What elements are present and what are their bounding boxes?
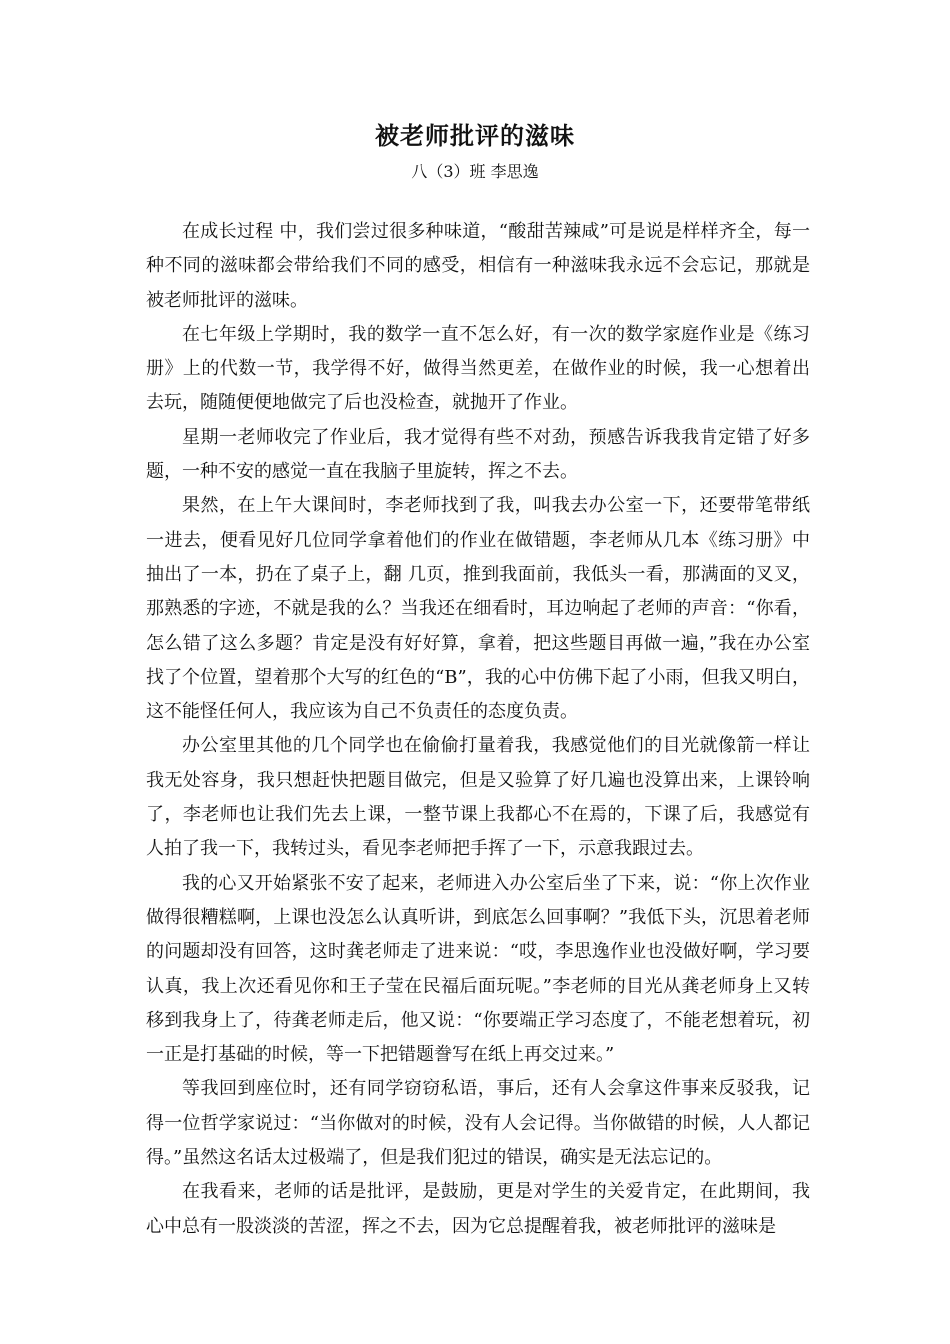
paragraph: 星期一老师收完了作业后，我才觉得有些不对劲，预感告诉我我肯定错了好多题，一种不安的感觉一直在我脑子里旋转，挥之不去。: [146, 426, 810, 483]
document-body: [146, 215, 810, 1244]
paragraph: 等我回到座位时，还有同学窃窃私语，事后，还有人会拿这件事来反驳我，记得一位哲学家说过：“当你做对的时候，没有人会记得。当你做错的时候，人人都记得。”虽然这名话太过极端了，但是我们犯过的错误，确实是无法忘记的。: [146, 1078, 810, 1169]
paragraph: 在我看来，老师的话是批评，是鼓励，更是对学生的关爱肯定，在此期间，我心中总有一股淡淡的苦涩，挥之不去，因为它总提醒着我，被老师批评的滋味是: [146, 1181, 810, 1237]
author-byline: 八（3）班 李思逸: [411, 162, 539, 181]
paragraph: 在七年级上学期时，我的数学一直不怎么好，有一次的数学家庭作业是《练习册》上的代数一节，我学得不好，做得当然更差，在做作业的时候，我一心想着出去玩，随随便便地做完了后也没检查，就抛开了作业。: [146, 323, 810, 414]
paragraph: 我的心又开始紧张不安了起来，老师进入办公室后坐了下来，说：“你上次作业做得很糟糕啊，上课也没怎么认真听讲，到底怎么回事啊？”我低下头，沉思着老师的问题却没有回答，这时龚老师走了进来说：“哎，李思逸作业也没做好啊，学习要认真，我上次还看见你和王子莹在民福后面玩呢。”李老师的目光从龚老师身上又转移到我身上了，待龚老师走后，他又说：“你要端正学习态度了，不能老想着玩，初一正是打基础的时候，等一下把错题誊写在纸上再交过来。”: [146, 872, 810, 1066]
paragraph: 在成长过程 中，我们尝过很多种味道，“酸甜苦辣咸”可是说是样样齐全，每一种不同的滋味都会带给我们不同的感受，相信有一种滋味我永远不会忘记，那就是被老师批评的滋味。: [146, 221, 810, 311]
paragraph: 果然，在上午大课间时，李老师找到了我，叫我去办公室一下，还要带笔带纸一进去，便看见好几位同学拿着他们的作业在做错题，李老师从几本《练习册》中抽出了一本，扔在了桌子上，翻 几页，推到我面前，我低头一看，那满面的叉叉，那熟悉的字迹，不就是我的么？当我还在细看时，耳边响起了老师的声音：“你看，怎么错了这么多题？肯定是没有好好算，拿着，把这些题目再做一遍，”我在办公室找了个位置，望着那个大写的红色的“B”，我的心中仿佛下起了小雨，但我又明白，这不能怪任何人，我应该为自己不负责任的态度负责。: [146, 495, 810, 723]
document-title: 被老师批评的滋味: [375, 121, 575, 150]
paragraph: 办公室里其他的几个同学也在偷偷打量着我，我感觉他们的目光就像箭一样让我无处容身，我只想赶快把题目做完，但是又验算了好几遍也没算出来，上课铃响了，李老师也让我们先去上课，一整节课上我都心不在焉的，下课了后，我感觉有人拍了我一下，我转过头，看见李老师把手挥了一下，示意我跟过去。: [146, 735, 810, 860]
